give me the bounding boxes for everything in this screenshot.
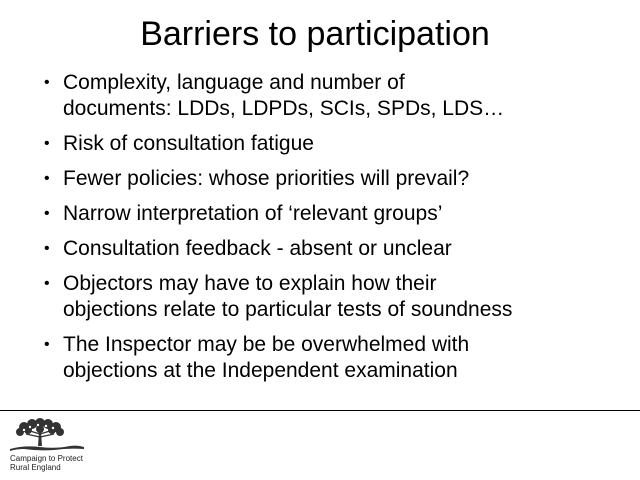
- bullet-text: objections relate to particular tests of soundness: [63, 298, 513, 321]
- bullet-icon: •: [44, 275, 50, 292]
- bullet-icon: •: [44, 74, 50, 91]
- bullet-item: [44, 236, 634, 262]
- bullet-icon: •: [44, 336, 50, 353]
- bullet-text: Objectors may have to explain how their: [63, 272, 437, 295]
- bullet-list: [44, 70, 634, 393]
- logo-text-line: Campaign to Protect: [10, 454, 83, 463]
- footer-divider: [0, 410, 640, 411]
- cpre-logo: [8, 418, 128, 474]
- bullet-item: [44, 166, 634, 192]
- bullet-text: objections at the Independent examination: [63, 359, 458, 382]
- bullet-text: Narrow interpretation of ‘relevant groups’: [63, 202, 443, 225]
- bullet-item: [44, 70, 634, 122]
- bullet-item: [44, 201, 634, 227]
- bullet-text: Consultation feedback - absent or unclear: [63, 237, 452, 260]
- bullet-item: [44, 271, 634, 323]
- bullet-text: documents: LDDs, LDPDs, SCIs, SPDs, LDS…: [63, 97, 505, 120]
- bullet-text: The Inspector may be be overwhelmed with: [63, 333, 470, 356]
- logo-text-line: Rural England: [10, 463, 61, 472]
- slide-title: Barriers to participation: [140, 15, 490, 53]
- bullet-item: [44, 332, 634, 384]
- logo-text: [10, 454, 83, 472]
- bullet-text: Fewer policies: whose priorities will prevail?: [63, 167, 470, 190]
- bullet-icon: •: [44, 170, 50, 187]
- bullet-text: Complexity, language and number of: [63, 71, 405, 94]
- bullet-icon: •: [44, 240, 50, 257]
- bullet-item: [44, 131, 634, 157]
- bullet-text: Risk of consultation fatigue: [63, 132, 314, 155]
- tree-icon: [8, 418, 86, 454]
- bullet-icon: •: [44, 135, 50, 152]
- bullet-icon: •: [44, 205, 50, 222]
